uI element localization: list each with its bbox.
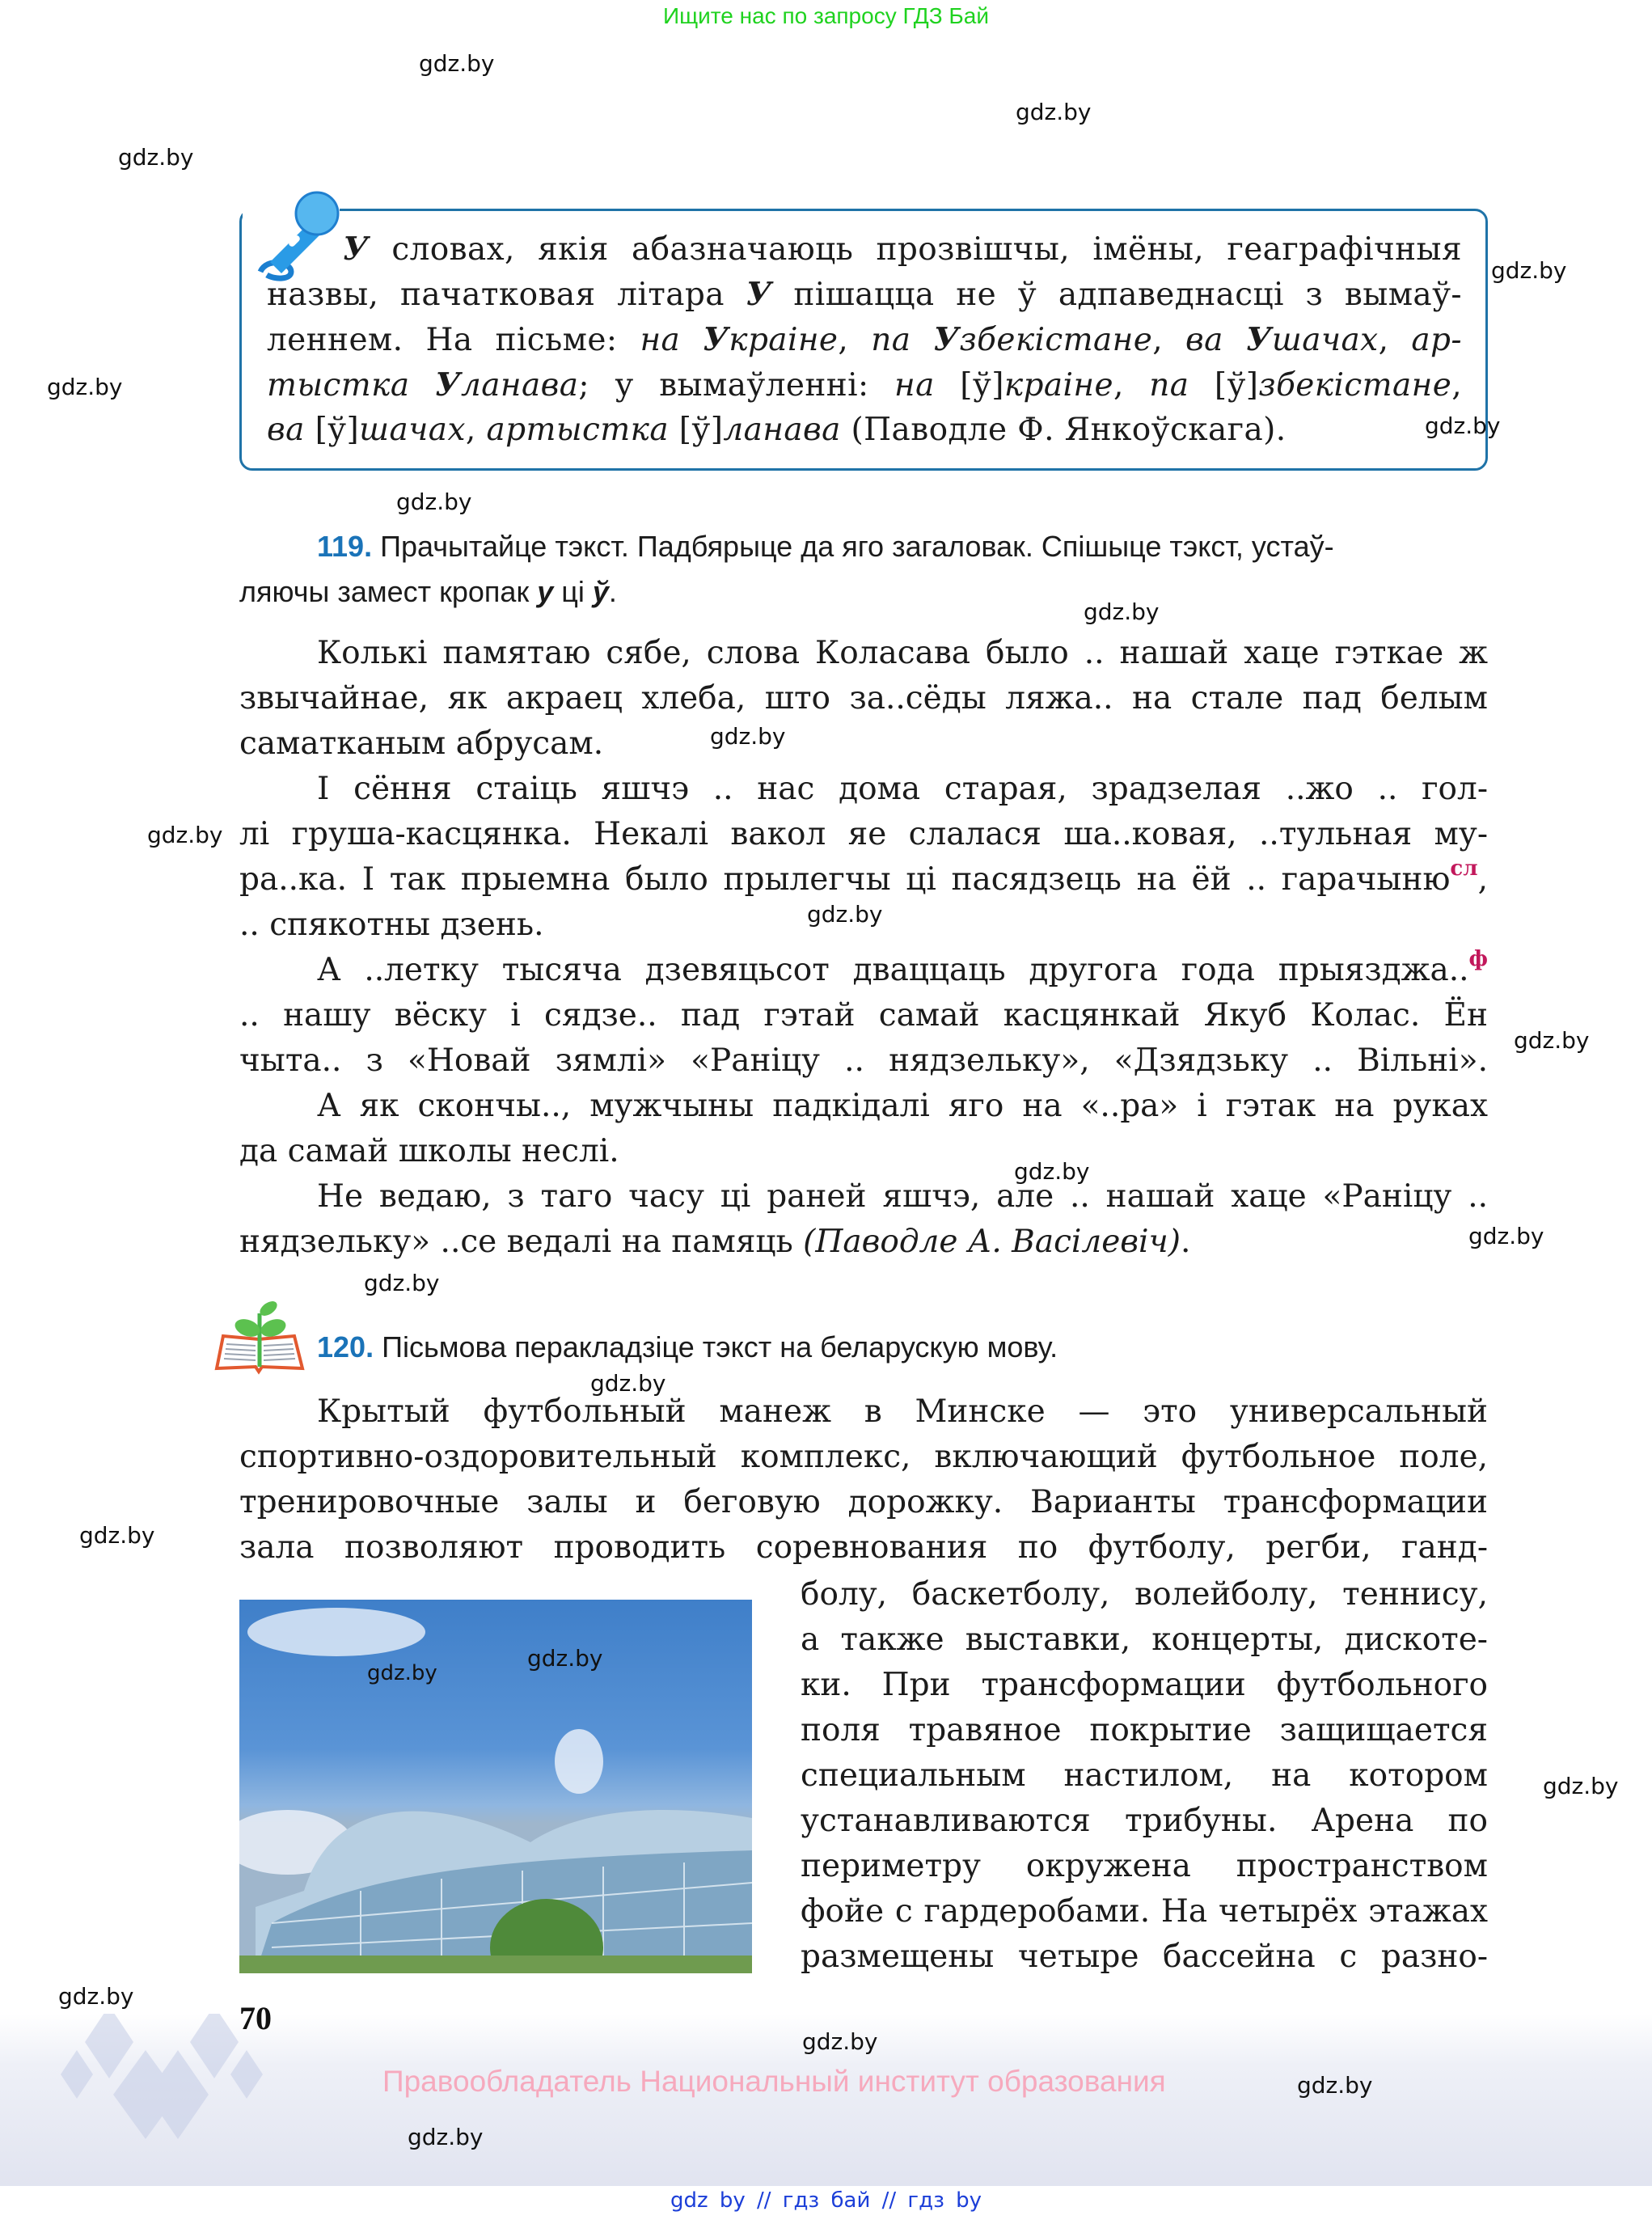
text-line xyxy=(239,1129,1488,1174)
watermark: gdz.by xyxy=(408,2124,484,2150)
text-segment: А як скончы.., мужчыны падкідалі яго на «..ра» і гэтак на руках xyxy=(317,1088,1488,1124)
rule-segment: назвы, пачатковая літара xyxy=(267,277,746,313)
letter-u: у xyxy=(537,575,554,608)
watermark: gdz.by xyxy=(364,1270,440,1296)
text-line xyxy=(239,631,1488,676)
watermark: gdz.by xyxy=(1543,1773,1619,1799)
watermark: gdz.by xyxy=(710,723,786,750)
text-segment: Крытый футбольный манеж в Минске — это универсальный xyxy=(317,1393,1488,1430)
watermark: gdz.by xyxy=(147,822,223,848)
task-number: 119. xyxy=(317,530,373,563)
rule-line xyxy=(267,272,1462,317)
rule-segment: па xyxy=(1149,367,1215,404)
rule-segment: збекістане xyxy=(1258,367,1452,404)
rule-segment: , xyxy=(1451,367,1462,404)
text-segment: Не ведаю, з таго часу ці раней яшчэ, але .. нашай хаце «Раніцу .. xyxy=(317,1178,1488,1215)
rule-line xyxy=(267,317,1462,362)
text-segment: І сёння стаіць яшчэ .. нас дома старая, зрадзелая ..жо .. гол- xyxy=(317,771,1488,807)
rule-segment: У xyxy=(703,321,729,358)
text-line xyxy=(239,767,1488,812)
text-line xyxy=(239,1220,1488,1265)
rule-segment: [ў] xyxy=(678,412,724,448)
rule-segment: леннем. На пісьме: xyxy=(267,322,640,358)
rule-segment: шачах xyxy=(1271,322,1379,358)
rule-segment: на xyxy=(640,322,703,358)
rule-segment: , xyxy=(465,412,487,448)
rule-segment: пішацца не ў адпаведнасці з вымаў- xyxy=(771,277,1463,313)
rule-segment: , xyxy=(1113,367,1150,404)
text-segment: .. нашу вёску і сядзе.. пад гэтай самай касцянкай Якуб Колас. Ён xyxy=(239,997,1488,1034)
rule-line xyxy=(267,362,1462,408)
watermark: gdz.by xyxy=(118,144,194,171)
text-line: болу, баскетболу, волейболу, теннису, xyxy=(801,1576,1488,1613)
task-instruction: Пісьмова перакладзіце тэкст на беларускую мову. xyxy=(382,1330,1058,1364)
text-line: а также выставки, концерты, дискоте- xyxy=(801,1621,1488,1658)
text-segment: звычайнае, як акраец хлеба, што за..сёды ляжа.. на стале пад белым xyxy=(239,680,1488,717)
rule-segment: [ў] xyxy=(1214,367,1259,404)
text-segment: чыта.. з «Новай зямлі» «Раніцу .. нядзельку», «Дзядзьку .. Вільні». xyxy=(239,1042,1488,1079)
rule-segment: краіне xyxy=(729,322,839,358)
watermark: gdz.by xyxy=(590,1370,666,1397)
rule-segment: [ў] xyxy=(315,412,360,448)
rule-line xyxy=(267,226,1462,272)
text-line: специальным настилом, на котором xyxy=(801,1757,1488,1794)
watermark: gdz.by xyxy=(1468,1223,1544,1249)
text-line: устанавливаются трибуны. Арена по xyxy=(801,1803,1488,1839)
rule-segment: словах, якія абазначаюць прозвішчы, імёны, геаграфічныя xyxy=(369,231,1462,268)
text-line xyxy=(239,857,1488,903)
rule-segment: ва xyxy=(1185,322,1246,358)
task-120-text-column xyxy=(801,1572,1488,1980)
rule-segment: [ў] xyxy=(960,367,1004,404)
text-segment: да самай школы неслі. xyxy=(239,1133,619,1169)
rule-segment: ланава xyxy=(723,412,841,448)
copyright-notice: Правообладатель Национальный институт образования xyxy=(382,2065,1166,2098)
task-119-text xyxy=(239,631,1488,1265)
watermark: gdz.by xyxy=(1016,99,1092,125)
text-line xyxy=(239,721,1488,767)
rule-segment: тыстка xyxy=(267,367,435,404)
watermark: gdz.by xyxy=(1297,2072,1373,2099)
footer-links[interactable]: gdz by // гдз бай // гдз by xyxy=(670,2188,982,2213)
rule-segment: , xyxy=(1378,322,1412,358)
rule-segment: збекістане xyxy=(959,322,1153,358)
punctuation: , xyxy=(1477,861,1488,898)
conjunction: ці xyxy=(553,575,593,608)
text-line xyxy=(239,812,1488,857)
rule-segment: (Паводле Ф. Янкоўскага). xyxy=(840,412,1287,448)
rule-segment: У xyxy=(746,276,772,313)
watermark: gdz.by xyxy=(1084,598,1160,625)
watermark: gdz.by xyxy=(396,488,472,515)
text-line: размещены четыре бассейна с разно- xyxy=(801,1939,1488,1975)
text-line xyxy=(239,1174,1488,1220)
watermark: gdz.by xyxy=(1514,1027,1590,1054)
task-120-text xyxy=(239,1389,1488,1571)
text-segment: лі груша-касцянка. Некалі вакол яе слалася ша..ковая, ..тульная му- xyxy=(239,816,1488,852)
text-segment: .. спякотны дзень. xyxy=(239,907,544,943)
rule-segment: артыстка xyxy=(486,412,679,448)
punctuation: . xyxy=(1180,1224,1191,1260)
text-segment: ра..ка. І так прыемна было прылегчы ці пасядзець на ёй .. гарачыню xyxy=(239,861,1451,898)
text-line xyxy=(239,1525,1488,1571)
watermark: gdz.by xyxy=(367,1661,437,1685)
task-number: 120. xyxy=(317,1330,374,1364)
rule-segment: ; у вымаўленні: xyxy=(578,367,895,404)
annotation-mark: сл xyxy=(1450,856,1478,881)
watermark: gdz.by xyxy=(527,1645,603,1672)
search-banner: Ищите нас по запросу ГДЗ Бай xyxy=(662,3,990,28)
annotation-mark: ф xyxy=(1468,947,1488,971)
text-line: ки. При трансформации футбольного xyxy=(801,1667,1488,1703)
watermark: gdz.by xyxy=(1014,1158,1090,1185)
rule-segment: ар- xyxy=(1411,322,1462,358)
page-number: 70 xyxy=(239,2000,272,2036)
text-line xyxy=(239,1435,1488,1480)
text-line xyxy=(239,1038,1488,1084)
rule-segment: У xyxy=(933,321,960,358)
letter-u-short: ў xyxy=(592,575,609,608)
watermark: gdz.by xyxy=(807,901,883,928)
rule-segment: ланава xyxy=(461,367,579,404)
task-120-heading xyxy=(239,1325,1488,1370)
text-line: поля травяное покрытие защищается xyxy=(801,1712,1488,1748)
rule-text xyxy=(267,226,1462,453)
rule-line xyxy=(267,408,1462,453)
rule-segment: на xyxy=(894,367,961,404)
watermark: gdz.by xyxy=(802,2028,878,2055)
text-line xyxy=(239,676,1488,721)
period: . xyxy=(608,575,617,608)
text-segment: саматканым абрусам. xyxy=(239,725,604,762)
text-line xyxy=(239,1389,1488,1435)
citation: (Паводле А. Васілевіч) xyxy=(803,1224,1181,1260)
rule-segment: шачах xyxy=(359,412,466,448)
text-line xyxy=(239,1084,1488,1129)
rule-segment: , xyxy=(1152,322,1186,358)
text-segment: Колькі памятаю сябе, слова Коласава было .. нашай хаце гэткае ж xyxy=(317,635,1488,671)
rule-segment: У xyxy=(434,366,462,404)
text-segment: А ..летку тысяча дзевяцьсот дваццаць другога года прыязджа.. xyxy=(317,952,1469,988)
text-line xyxy=(239,1480,1488,1525)
task-119-heading xyxy=(239,524,1488,615)
rule-segment: па xyxy=(871,322,934,358)
watermark: gdz.by xyxy=(1491,257,1567,284)
rule-segment: У xyxy=(1245,321,1272,358)
rule-segment: ва xyxy=(267,412,315,448)
watermark: gdz.by xyxy=(79,1522,155,1549)
rule-segment: краіне xyxy=(1003,367,1113,404)
text-line: фойе с гардеробами. На четырёх этажах xyxy=(801,1893,1488,1930)
text-line: периметру окружена пространством xyxy=(801,1848,1488,1884)
watermark: gdz.by xyxy=(1425,412,1501,439)
text-line xyxy=(239,948,1488,993)
text-segment: зала позволяют проводить соревнования по футболу, регби, ганд- xyxy=(239,1529,1488,1566)
rule-segment: У xyxy=(343,230,370,268)
rule-segment: , xyxy=(838,322,872,358)
watermark: gdz.by xyxy=(47,374,123,400)
text-segment: нядзельку» ..се ведалі на памяць xyxy=(239,1224,804,1260)
watermark: gdz.by xyxy=(58,1983,134,2010)
task-instruction-cont: ляючы замест кропак xyxy=(239,575,538,608)
watermark: gdz.by xyxy=(419,50,495,77)
task-instruction: Прачытайце тэкст. Падбярыце да яго загаловак. Спішыце тэкст, устаў- xyxy=(380,530,1334,563)
football-arena-photo xyxy=(239,1600,752,1973)
text-line xyxy=(239,993,1488,1038)
text-segment: спортивно-оздоровительный комплекс, включающий футбольное поле, xyxy=(239,1439,1488,1475)
text-segment: тренировочные залы и беговую дорожку. Варианты трансформации xyxy=(239,1484,1488,1520)
